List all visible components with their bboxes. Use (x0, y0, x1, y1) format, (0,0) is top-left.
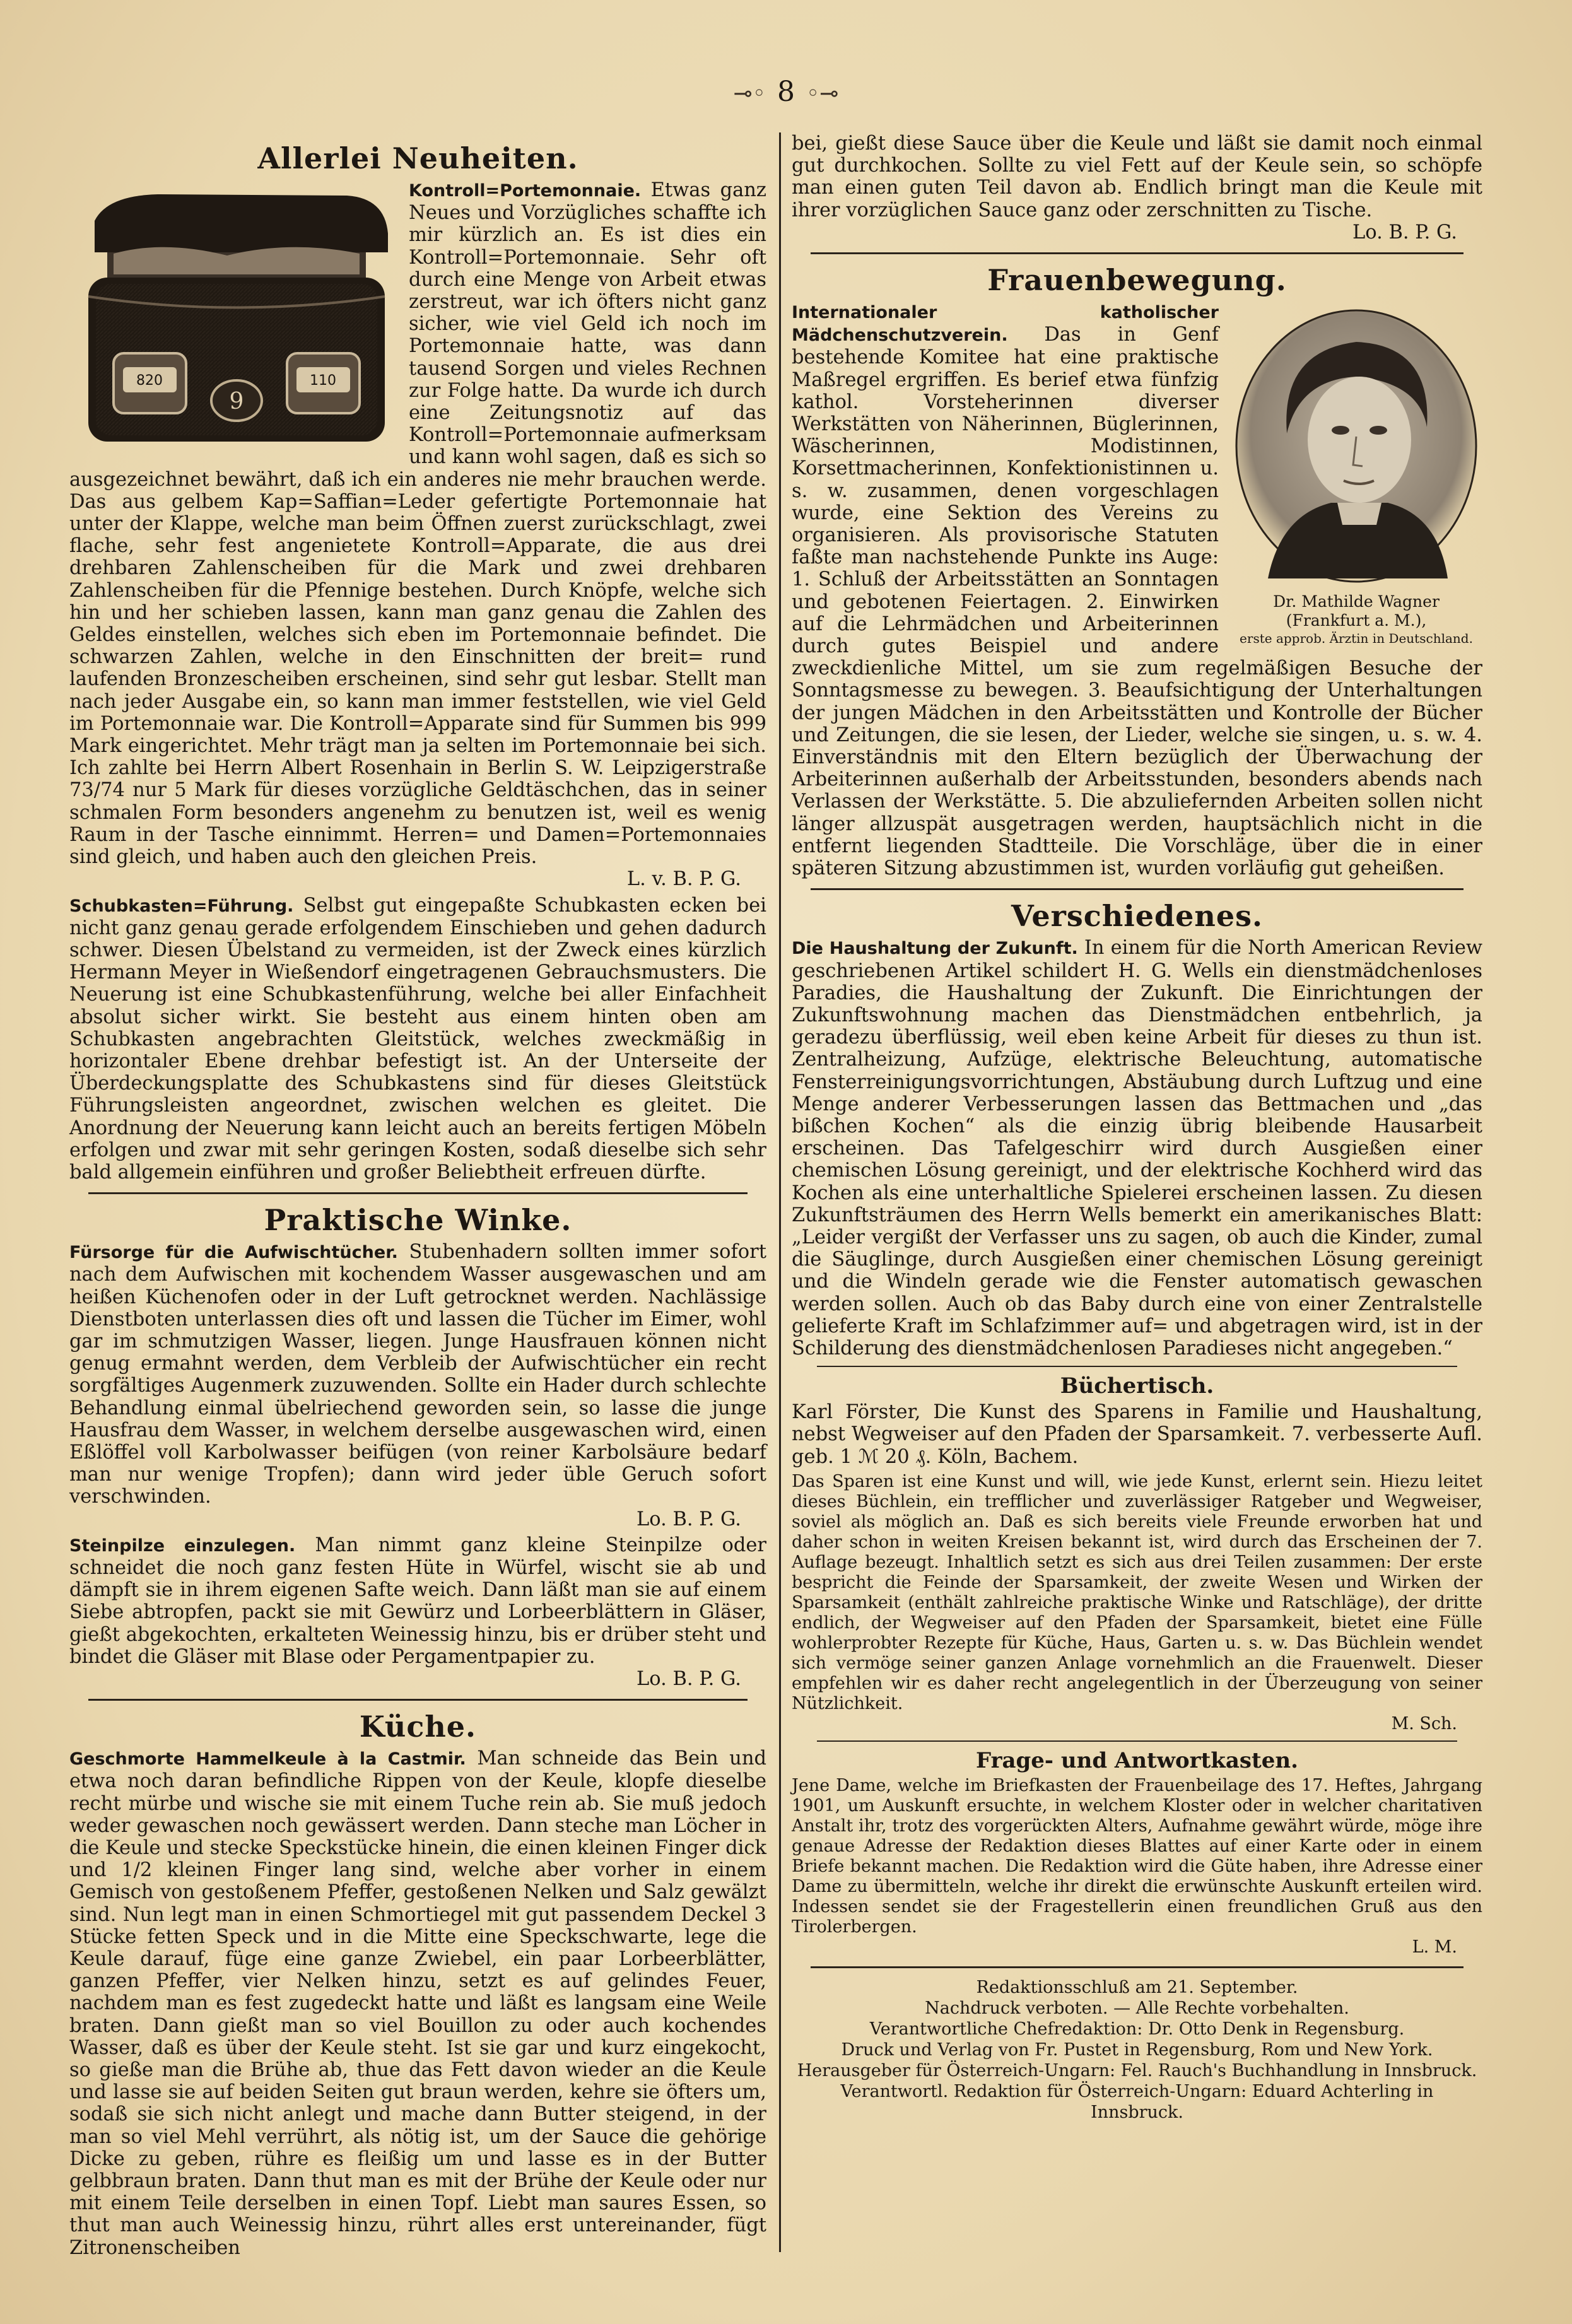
buecher-signature: M. Sch. (1391, 1713, 1457, 1734)
frage-paragraph (792, 1776, 1482, 1957)
kueche-cont-signature: Lo. B. P. G. (1352, 221, 1457, 244)
purse-illustration (69, 183, 397, 461)
section-divider (817, 1366, 1457, 1367)
buecher-entry: Karl Förster, Die Kunst des Sparens in Familie und Haushaltung, nebst Wegweiser auf den Pfaden der Sparsamkeit. 7. verbesserte Aufl. geb. 1 ℳ 20 ₰. Köln, Bachem. (792, 1401, 1482, 1468)
section-heading-frauen: Frauenbewegung. (987, 263, 1287, 298)
kueche-cont-text: bei, gießt diese Sauce über die Keule und läßt sie damit noch einmal gut durchkochen. Sollte zu viel Fett auf der Keule sein, so schöpfe man einen guten Teil davon ab. Endlich bringt man die Keule mit ihrer vorzüglichen Sauce ganz oder zerschnitten zu Tische. (792, 132, 1482, 221)
hammel-paragraph (69, 1747, 766, 2259)
imprint-line: Verantwortl. Redaktion für Österreich-Ungarn: Eduard Achterling in Innsbruck. (840, 2081, 1434, 2122)
section-divider (817, 1740, 1457, 1742)
section-divider (88, 1699, 748, 1701)
schub-text: Selbst gut eingepaßte Schubkasten ecken bei nicht ganz genau gerade erfolgendem Einschieben und gehen dadurch schwer. Diesen Übelstand zu vermeiden, ist der Zweck eines kürzlich Hermann Meyer in Wießendorf eingetragenen Gebrauchsmusters. Die Neuerung ist eine Schubkastenführung, welche bei aller Einfachheit absolut sicher wirkt. Sie besteht aus einem hinten oben am Schubkasten angebrachten Gleitstück, welches zweckmäßig in horizontaler Ebene drehbar befestigt ist. An der Unterseite der Überdeckungsplatte des Schubkastens sind für dieses Gleitstück Führungsleisten angeordnet, zwischen welchen es gleitet. Die Anordnung der Neuerung kann leicht auch an bereits fertigen Möbeln erfolgen und zwar mit sehr geringen Kosten, sodaß dieselbe sich sehr bald allgemein einführen und großer Beliebtheit erfreuen dürfte. (69, 894, 766, 1183)
section-divider (811, 252, 1463, 254)
frauen-subhead: Internationaler katholischer Mädchenschutzverein. (792, 303, 1219, 346)
zukunft-text: In einem für die North American Review geschriebenen Artikel schildert H. G. Wells ein dienstmädchenloses Paradies, die Haushaltung der Zukunft. Die Einrichtungen der Zukunftswohnung machen das Dienstmädchen entbehrlich, ja geradezu überflüssig, weil eben keine Arbeit für dieses zu thun ist. Zentralheizung, Aufzüge, elektrische Beleuchtung, automatische Fensterreinigungsvorrichtungen, Abstäubung durch Luftzug und eine Menge anderer Verbesserungen lassen das Bettmachen und „das bißchen Kochen“ als die einzig übrig bleibende Hausarbeit erscheinen. Das Tafelgeschirr wird durch Ausgießen einer chemischen Lösung gereinigt, und der elektrische Kochherd wird das Kochen als eine unterhaltliche Spielerei erscheinen lassen. Zu diesen Zukunftsträumen des Herrn Wells bemerkt ein amerikanisches Blatt: „Leider vergißt der Verfasser uns zu sagen, ob auch die Kinder, zumal die Säuglinge, durch Ausgießen einer chemischen Lösung gereinigt und die Windeln gerade wie die Fenster automatisch gewaschen werden sollen. Auch ob das Baby durch eine von einer Zentralstelle gelieferte Kraft im Schlafzimmer auf= und abgetragen wird, ist in der Schilderung des dienstmädchenlosen Paradieses nicht angegeben.“ (792, 937, 1482, 1359)
portrait-figure (1230, 307, 1482, 647)
imprint-line: Verantwortliche Chefredaktion: Dr. Otto Denk in Regensburg. (869, 2019, 1405, 2039)
section-heading-kueche: Küche. (359, 1710, 477, 1744)
section-divider (811, 888, 1463, 890)
ornament-left-icon: ⊸◦ (733, 81, 766, 107)
kueche-continuation (792, 132, 1482, 244)
buecher-paragraph (792, 1472, 1482, 1734)
kontroll-subhead: Kontroll=Portemonnaie. (409, 181, 642, 201)
frage-section (792, 1776, 1482, 1957)
portrait-subcaption: erste approb. Ärztin in Deutschland. (1240, 631, 1473, 647)
section-heading-buecher: Büchertisch. (1060, 1373, 1214, 1399)
portrait-caption: Dr. Mathilde Wagner (Frankfurt a. M.), (1273, 592, 1440, 630)
schub-paragraph (69, 895, 766, 1184)
fuersorge-paragraph (69, 1241, 766, 1530)
section-divider (811, 1966, 1463, 1968)
steinpilze-subhead: Steinpilze einzulegen. (69, 1535, 296, 1556)
imprint (792, 1977, 1482, 2123)
right-column (792, 132, 1482, 2123)
imprint-line: Redaktionsschluß am 21. September. (976, 1977, 1298, 1997)
section-heading-frage: Frage- und Antwortkasten. (976, 1747, 1298, 1773)
imprint-line: Druck und Verlag von Fr. Pustet in Regensburg, Rom und New York. (841, 2039, 1433, 2060)
purse-label-2: 110 (310, 373, 336, 389)
section-heading-verschiedenes: Verschiedenes. (1011, 899, 1264, 934)
zukunft-paragraph (792, 937, 1482, 1359)
page-number: 8 (777, 76, 795, 108)
article-maedchenschutz (792, 301, 1482, 879)
steinpilze-signature: Lo. B. P. G. (636, 1668, 741, 1690)
article-schubkasten (69, 895, 766, 1184)
frage-signature: L. M. (1412, 1937, 1457, 1957)
kontroll-text: Etwas ganz Neues und Vorzügliches schaffte ich mir kürzlich an. Es ist dies ein Kontroll=Portemonnaie. Sehr oft durch eine Menge von Arbeit etwas zerstreut, war ich öfters nicht ganz sicher, wie viel Geld ich noch im Portemonnaie hatte, was dann tausend Sorgen und vieles Rechnen zur Folge hatte. Da wurde ich durch eine Zeitungsnotiz auf das Kontroll=Portemonnaie aufmerksam und kann wohl sagen, daß es sich so ausgezeichnet bewährt, daß ich ein anderes nie mehr brauchen werde. Das aus gelbem Kap=Saffian=Leder gefertigte Portemonnaie hat unter der Klappe, welche man beim Öffnen zuerst zurückschlagt, zwei flache, sehr fest angenietete Kontroll=Apparate, die aus drei drehbaren Zahlenscheiben für die Mark und zwei drehbaren Zahlenscheiben für die Pfennige bestehen. Durch Knöpfe, welche sich hin und her schieben lassen, kann man ganz genau die Zahlen des Geldes einstellen, welches sich eben im Portemonnaie befindet. Die schwarzen Zahlen, welche in den Einschnitten der breit= rund laufenden Bronzescheiben erscheinen, sind sehr gut lesbar. Stellt man nach jeder Ausgabe ein, so kann man immer feststellen, wie viel Geld im Portemonnaie war. Die Kontroll=Apparate sind für Summen bis 999 Mark eingerichtet. Mehr trägt man ja selten im Portemonnaie bei sich. Ich zahlte bei Herrn Albert Rosenhain in Berlin S. W. Leipzigerstraße 73/74 nur 5 Mark für dieses vorzügliche Geldtäschchen, das in seiner schmalen Form besonders angenehm zu benutzen ist, weil es wenig Raum in der Tasche einnimmt. Herren= und Damen=Portemonnaies sind gleich, und haben auch den gleichen Preis. (69, 179, 766, 869)
frauen-text: Das in Genf bestehende Komitee hat eine praktische Maßregel ergriffen. Es berief etwa fünfzig kathol. Vorsteherinnen diverser Werkstätten von Näherinnen, Büglerinnen, Wäscherinnen, Modistinnen, Korsettmacherinnen, Konfektionistinnen u. s. w. zusammen, denen vorgeschlagen wurde, eine Sektion des Vereins zu organisieren. Als provisorische Statuten faßte man nachstehende Punkte ins Auge: 1. Schluß der Arbeitsstätten an Sonntagen und gebotenen Feiertagen. 2. Einwirken auf die Lehrmädchen und Arbeiterinnen durch gutes Beispiel und andere zweckdienliche Mittel, um sie zum regelmäßigen Besuche der Sonntagsmesse zu bewegen. 3. Beaufsichtigung der Unterhaltungen der jungen Mädchen in den Arbeitsstätten und Kontrolle der Bücher und Zeitungen, die sie lesen, der Lieder, welche sie singen, u. s. w. 4. Einverständnis mit den Eltern bezüglich der Überwachung der Arbeiterinnen außerhalb der Arbeitsstunden, besonders abends nach Verlassen der Werkstätte. 5. Die abzuliefernden Arbeiten sollen nicht länger allzuspät ausgetragen werden, hauptsächlich nicht in die entfernt liegenden Stadtteile. Die Vorschläge, über die in einer späteren Sitzung abzustimmen ist, wurden vorläufig gut geheißen. (792, 324, 1482, 880)
zukunft-subhead: Die Haushaltung der Zukunft. (792, 939, 1078, 959)
imprint-line: Herausgeber für Österreich-Ungarn: Fel. Rauch's Buchhandlung in Innsbruck. (797, 2060, 1477, 2080)
purse-icon (69, 183, 397, 461)
purse-label-3: 9 (229, 389, 244, 414)
purse-label-1: 820 (136, 373, 163, 389)
left-column (69, 132, 766, 2263)
article-kontroll-portemonnaie (69, 179, 766, 891)
column-divider (779, 132, 781, 2252)
page-number-header (0, 76, 1572, 108)
ornament-right-icon: ◦⊸ (806, 81, 839, 107)
imprint-line: Nachdruck verboten. — Alle Rechte vorbehalten. (925, 1998, 1349, 2018)
buecher-text: Das Sparen ist eine Kunst und will, wie jede Kunst, erlernt sein. Hiezu leitet dieses Büchlein, ein trefflicher und zuverlässiger Ratgeber und Wegweiser, soviel als möglich an. Daß es sich bereits viele Freunde erworben hat und daher schon in weiten Kreisen bekannt ist, wird durch das Erscheinen der 7. Auflage bezeugt. Inhaltlich setzt es sich aus drei Teilen zusammen: Der erste bespricht die Feinde der Sparsamkeit, der zweite Wesen und Wirken der Sparsamkeit (enthält zahlreiche praktische Winke und Ratschläge), der dritte endlich, der Wegweiser auf den Pfaden der Sparsamkeit, bietet eine Fülle wohlerprobter Rezepte für Küche, Haus, Garten u. s. w. Das Büchlein wendet sich vermöge seiner ganzen Anlage vornehmlich an die Frauenwelt. Dieser empfehlen wir es daher recht angelegentlich in der Überzeugung von seiner Nützlichkeit. (792, 1471, 1482, 1713)
buecher-review (792, 1472, 1482, 1734)
section-heading-winke: Praktische Winke. (264, 1203, 572, 1238)
portrait-photo-icon (1230, 307, 1482, 585)
schub-subhead: Schubkasten=Führung. (69, 896, 294, 916)
hammel-text: Man schneide das Bein und etwa noch daran befindliche Rippen von der Keule, klopfe dieselbe recht mürbe und wische sie mit einem Tuche rein ab. Sie muß jedoch weder gewaschen noch gewässert werden. Dann steche man Löcher in die Keule und stecke Speckstücke hinein, die einen kleinen Finger dick und 1/2 kleinen Finger lang sind, welche aber vorher in einem Gemisch von gestoßenem Pfeffer, gestoßenen Nelken und Salz gewälzt sind. Nun legt man in einen Schmortiegel mit gut passendem Deckel 3 Stücke fetten Speck und in die Mitte eine Speckschwarte, lege die Keule darauf, füge eine ganze Zwiebel, ein paar Lorbeerblätter, ganzen Pfeffer, vier Nelken hinzu, setzt es auf gelindes Feuer, nachdem man es fest zugedeckt hatte und läßt es langsam eine Weile braten. Dann gießt man so viel Bouillon zu oder auch kochendes Wasser, daß es über der Keule steht. Ist sie gar und kurz eingekocht, so gieße man die Brühe ab, thue das Fett davon wieder an die Keule und lasse sie auf beiden Seiten gut braun werden, kehre sie öfters um, sodaß sie sich nicht anlegt und mache dann Butter steigend, in der man so viel Mehl verrührt, als nötig ist, um der Sauce die gehörige Dicke zu geben, rühre es fleißig um und lasse es in der Butter gelbbraun braten. Dann thut man es mit der Brühe der Keule oder nur mit einem Teile derselben in einen Topf. Liebt man saures Essen, so thut man auch Weinessig hinzu, rührt alles erst untereinander, fügt Zitronenscheiben (69, 1747, 766, 2259)
fuersorge-signature: Lo. B. P. G. (636, 1508, 741, 1530)
steinpilze-paragraph (69, 1534, 766, 1690)
kontroll-signature: L. v. B. P. G. (626, 868, 741, 891)
fuersorge-subhead: Fürsorge für die Aufwischtücher. (69, 1243, 398, 1263)
frage-text: Jene Dame, welche im Briefkasten der Frauenbeilage des 17. Heftes, Jahrgang 1901, um Auskunft ersuchte, in welchem Kloster oder in welcher charitativen Anstalt ihr, trotz des vorgerückten Alters, Aufnahme gewährt würde, möge ihre genaue Adresse der Redaktion dieses Blattes auf einer Karte oder in einem Briefe bekannt machen. Die Redaktion wird die Güte haben, ihre Adresse einer Dame zu übermitteln, welche ihr direkt die erwünschte Auskunft erteilen wird. Indessen sendet sie der Fragestellerin einen freundlichen Gruß aus den Tirolerbergen. (792, 1775, 1482, 1937)
fuersorge-text: Stubenhadern sollten immer sofort nach dem Aufwischen mit kochendem Wasser ausgewaschen und am heißen Küchenofen oder in der Luft getrocknet werden. Nachlässige Dienstboten unterlassen dies oft und lassen die Tücher im Eimer, wohl gar im schmutzigen Wasser, liegen. Junge Hausfrauen können nicht genug ermahnt werden, dem Verbleib der Aufwischtücher ein recht sorgfältiges Augenmerk zuzuwenden. Sollte ein Hader durch schlechte Behandlung einmal übelriechend geworden sein, so lasse die junge Hausfrau dem Wasser, in welchem derselbe ausgewaschen wird, einen Eßlöffel voll Karbolwasser beifügen (von reiner Karbolsäure bedarf man nur wenige Tropfen); dann wird jeder üble Geruch sofort verschwinden. (69, 1241, 766, 1508)
section-divider (88, 1192, 748, 1194)
section-heading-allerlei: Allerlei Neuheiten. (257, 141, 578, 175)
hammel-subhead: Geschmorte Hammelkeule à la Castmir. (69, 1749, 466, 1769)
steinpilze-text: Man nimmt ganz kleine Steinpilze oder schneidet die noch ganz festen Hüte in Würfel, wischt sie ab und dämpft sie in ihrem eigenen Safte weich. Dann läßt man sie auf einem Siebe abtropfen, packt sie mit Gewürz und Lorbeerblättern in Gläser, gießt abgekochten, erkalteten Weinessig hinzu, bis er drüber steht und bindet die Gläser mit Blase oder Pergamentpapier zu. (69, 1534, 766, 1668)
